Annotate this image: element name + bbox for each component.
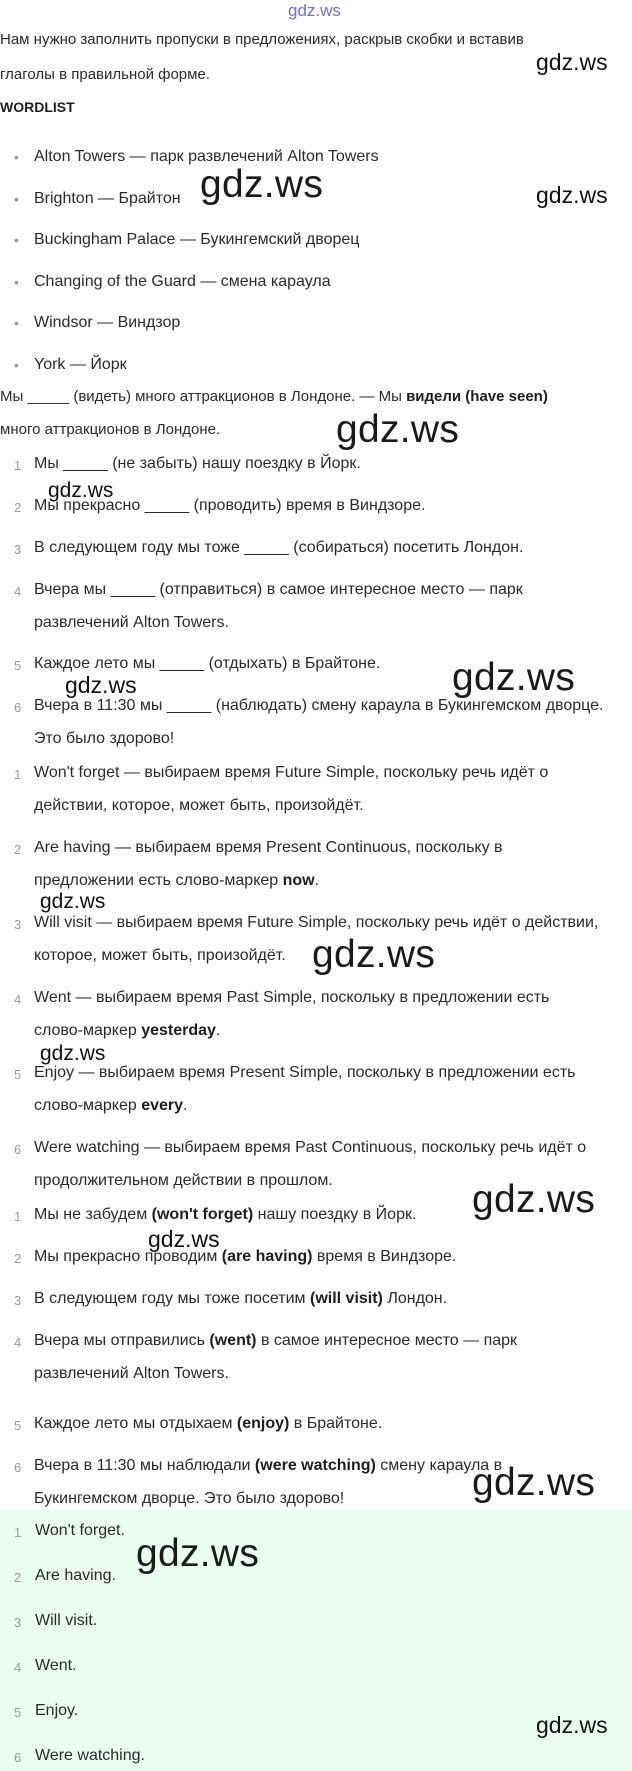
answer-number: 3 — [14, 1615, 22, 1630]
translation-item: Мы не забудем (won't forget) нашу поездку в Йорк. — [34, 1206, 417, 1223]
task-item-cont: развлечений Alton Towers. — [34, 614, 229, 631]
watermark: gdz.ws — [40, 890, 106, 913]
verb-form: (were watching) — [254, 1457, 376, 1474]
explanation-end: . — [183, 1097, 188, 1114]
task-item: Мы прекрасно _____ (проводить) время в Виндзоре. — [34, 497, 426, 514]
translation-item: Каждое лето мы отдыхаем (enjoy) в Брайтоне. — [34, 1415, 383, 1432]
answer-item: Will visit. — [35, 1612, 98, 1629]
task-item: В следующем году мы тоже _____ (собираться) посетить Лондон. — [34, 539, 524, 556]
example-line-2: много аттракционов в Лондоне. — [0, 421, 221, 438]
watermark: gdz.ws — [472, 1178, 596, 1221]
explanation-item: Are having — выбираем время Present Continuous, поскольку в — [34, 839, 503, 856]
task-item: Вчера в 11:30 мы _____ (наблюдать) смену караула в Букингемском дворце. — [34, 697, 604, 714]
intro-line-1: Нам нужно заполнить пропуски в предложениях, раскрыв скобки и вставив — [0, 31, 524, 48]
task-number: 5 — [14, 658, 22, 673]
explanation-text: предложении есть слово-маркер — [34, 872, 283, 889]
watermark: gdz.ws — [536, 49, 608, 75]
explanation-item: Went — выбираем время Past Simple, поскольку в предложении есть — [34, 989, 550, 1006]
translation-item-cont: Букингемском дворце. Это было здорово! — [34, 1490, 345, 1507]
explanation-item: Won't forget — выбираем время Future Simple, поскольку речь идёт о — [34, 764, 549, 781]
explanation-item-cont: которое, может быть, произойдёт. — [34, 947, 286, 964]
watermark: gdz.ws — [148, 1226, 220, 1252]
task-number: 4 — [14, 584, 22, 599]
example-answer: видели (have seen) — [406, 388, 548, 405]
bullet-icon: • — [14, 232, 19, 248]
explanation-item-cont — [34, 1022, 220, 1040]
bullet-icon: • — [14, 315, 19, 331]
wordlist-item: Windsor — Виндзор — [34, 314, 181, 331]
explanation-item: Were watching — выбираем время Past Continuous, поскольку речь идёт о — [34, 1139, 587, 1156]
answer-number: 1 — [14, 1525, 22, 1540]
explanation-item-cont — [34, 1097, 187, 1115]
watermark: gdz.ws — [536, 182, 608, 208]
translation-item: Вчера в 11:30 мы наблюдали (were watching) смену караула в — [34, 1457, 503, 1474]
translation-item-cont: развлечений Alton Towers. — [34, 1365, 229, 1382]
explanation-item: Will visit — выбираем время Future Simple, поскольку речь идёт о действии, — [34, 914, 599, 931]
watermark: gdz.ws — [452, 656, 576, 699]
translation-item: В следующем году мы тоже посетим (will visit) Лондон. — [34, 1290, 448, 1307]
wordlist-heading: WORDLIST — [0, 99, 75, 115]
task-number: 2 — [14, 500, 22, 515]
wordlist-item: Brighton — Брайтон — [34, 190, 181, 207]
marker-word: yesterday — [141, 1022, 216, 1039]
task-item: Мы _____ (не забыть) нашу поездку в Йорк. — [34, 455, 361, 472]
explanation-number: 6 — [14, 1142, 22, 1157]
watermark: gdz.ws — [48, 479, 114, 502]
example-line-1 — [0, 388, 548, 405]
task-item-cont: Это было здорово! — [34, 730, 175, 747]
translation-number: 4 — [14, 1335, 22, 1350]
bullet-icon: • — [14, 274, 19, 290]
watermark: gdz.ws — [136, 1532, 260, 1575]
verb-form: (are having) — [221, 1248, 313, 1265]
wordlist-item: Alton Towers — парк развлечений Alton Towers — [34, 148, 379, 165]
example-text: Мы _____ (видеть) много аттракционов в Лондоне. — Мы — [0, 388, 407, 405]
watermark: gdz.ws — [312, 933, 436, 976]
answer-number: 2 — [14, 1570, 22, 1585]
answer-number: 4 — [14, 1660, 22, 1675]
bullet-icon: • — [14, 357, 19, 373]
verb-form: (will visit) — [309, 1290, 383, 1307]
explanation-end: . — [314, 872, 320, 889]
bullet-icon: • — [14, 149, 19, 165]
task-number: 3 — [14, 542, 22, 557]
task-number: 1 — [14, 458, 22, 473]
explanation-item-cont — [34, 872, 319, 890]
marker-word: now — [282, 872, 315, 889]
explanation-item-cont: действии, которое, может быть, произойдёт. — [34, 797, 364, 814]
bullet-icon: • — [14, 191, 19, 207]
answer-item: Enjoy. — [35, 1702, 79, 1719]
watermark: gdz.ws — [472, 1461, 596, 1504]
translation-item: Вчера мы отправились (went) в самое интересное место — парк — [34, 1332, 518, 1349]
intro-line-2: глаголы в правильной форме. — [0, 66, 210, 83]
answer-number: 6 — [14, 1750, 22, 1765]
task-item: Вчера мы _____ (отправиться) в самое интересное место — парк — [34, 581, 523, 598]
answer-item: Won't forget. — [35, 1522, 125, 1539]
task-item: Каждое лето мы _____ (отдыхать) в Брайтоне. — [34, 655, 381, 672]
translation-number: 6 — [14, 1460, 22, 1475]
explanation-number: 5 — [14, 1067, 22, 1082]
watermark: gdz.ws — [536, 1712, 608, 1738]
translation-number: 1 — [14, 1209, 22, 1224]
watermark: gdz.ws — [336, 408, 460, 451]
wordlist-item: Changing of the Guard — смена караула — [34, 273, 331, 290]
explanation-item-cont: продолжительном действии в прошлом. — [34, 1172, 333, 1189]
explanation-text: слово-маркер — [34, 1097, 142, 1114]
explanation-text: слово-маркер — [34, 1022, 142, 1039]
watermark: gdz.ws — [200, 163, 324, 206]
task-number: 6 — [14, 700, 22, 715]
explanation-number: 2 — [14, 842, 22, 857]
verb-form: (went) — [209, 1332, 257, 1349]
translation-number: 2 — [14, 1251, 22, 1266]
translation-number: 5 — [14, 1418, 22, 1433]
explanation-item: Enjoy — выбираем время Present Simple, поскольку в предложении есть — [34, 1064, 576, 1081]
answer-item: Are having. — [35, 1567, 116, 1584]
watermark: gdz.ws — [65, 672, 137, 698]
translation-number: 3 — [14, 1293, 22, 1308]
verb-form: (enjoy) — [236, 1415, 290, 1432]
wordlist-item: York — Йорк — [34, 356, 127, 373]
watermark: gdz.ws — [40, 1042, 106, 1065]
answer-number: 5 — [14, 1705, 22, 1720]
translation-item: Мы прекрасно проводим (are having) время в Виндзоре. — [34, 1248, 457, 1265]
explanation-number: 3 — [14, 917, 22, 932]
verb-form: (won't forget) — [151, 1206, 254, 1223]
answer-item: Went. — [35, 1657, 77, 1674]
marker-word: every — [141, 1097, 184, 1114]
explanation-number: 4 — [14, 992, 22, 1007]
header-watermark: gdz.ws — [288, 1, 341, 20]
wordlist-item: Buckingham Palace — Букингемский дворец — [34, 231, 360, 248]
explanation-number: 1 — [14, 767, 22, 782]
explanation-end: . — [215, 1022, 221, 1039]
answer-item: Were watching. — [35, 1747, 145, 1764]
